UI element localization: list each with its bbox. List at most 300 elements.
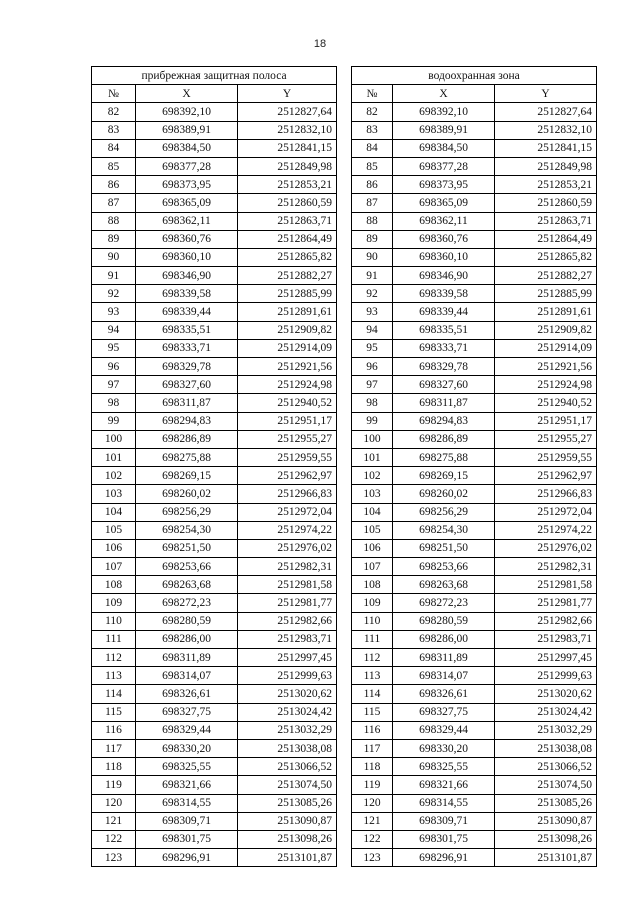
left-point-number: 98 [92, 394, 136, 412]
table-row [92, 103, 597, 121]
left-x-coordinate: 698392,10 [136, 103, 238, 121]
right-x-coordinate: 698314,07 [393, 667, 495, 685]
right-point-number: 102 [352, 467, 393, 485]
left-point-number: 82 [92, 103, 136, 121]
left-x-coordinate: 698329,44 [136, 721, 238, 739]
table-row [92, 248, 597, 266]
column-gap [337, 812, 352, 830]
left-y-coordinate: 2512976,02 [238, 539, 337, 557]
column-gap [337, 412, 352, 430]
left-point-number: 84 [92, 139, 136, 157]
left-point-number: 122 [92, 830, 136, 848]
left-point-number: 123 [92, 849, 136, 867]
left-x-coordinate: 698286,00 [136, 630, 238, 648]
left-x-coordinate: 698269,15 [136, 467, 238, 485]
right-x-coordinate: 698362,11 [393, 212, 495, 230]
table-row [92, 685, 597, 703]
left-point-number: 90 [92, 248, 136, 266]
left-y-coordinate: 2512974,22 [238, 521, 337, 539]
column-gap [337, 321, 352, 339]
left-point-number: 115 [92, 703, 136, 721]
left-y-coordinate: 2512982,66 [238, 612, 337, 630]
left-y-coordinate: 2512882,27 [238, 267, 337, 285]
right-x-coordinate: 698272,23 [393, 594, 495, 612]
left-section-title: прибрежная защитная полоса [92, 67, 337, 85]
right-point-number: 95 [352, 339, 393, 357]
column-gap [337, 685, 352, 703]
column-gap [337, 157, 352, 175]
right-y-coordinate: 2512951,17 [495, 412, 597, 430]
right-y-coordinate: 2513024,42 [495, 703, 597, 721]
left-y-coordinate: 2512864,49 [238, 230, 337, 248]
left-y-coordinate: 2512940,52 [238, 394, 337, 412]
left-x-coordinate: 698333,71 [136, 339, 238, 357]
left-header-y: Y [238, 85, 337, 103]
column-gap [337, 212, 352, 230]
table-row [92, 285, 597, 303]
table-row [92, 139, 597, 157]
column-gap [337, 267, 352, 285]
column-gap [337, 485, 352, 503]
left-x-coordinate: 698314,55 [136, 794, 238, 812]
left-y-coordinate: 2512981,58 [238, 576, 337, 594]
left-point-number: 85 [92, 157, 136, 175]
table-row [92, 776, 597, 794]
right-y-coordinate: 2512849,98 [495, 157, 597, 175]
right-x-coordinate: 698280,59 [393, 612, 495, 630]
right-y-coordinate: 2513085,26 [495, 794, 597, 812]
right-x-coordinate: 698335,51 [393, 321, 495, 339]
right-x-coordinate: 698392,10 [393, 103, 495, 121]
left-x-coordinate: 698301,75 [136, 830, 238, 848]
left-y-coordinate: 2512891,61 [238, 303, 337, 321]
right-header-number: № [352, 85, 393, 103]
left-y-coordinate: 2512841,15 [238, 139, 337, 157]
column-gap [337, 739, 352, 757]
right-y-coordinate: 2512981,58 [495, 576, 597, 594]
table-row [92, 212, 597, 230]
right-point-number: 94 [352, 321, 393, 339]
left-x-coordinate: 698321,66 [136, 776, 238, 794]
right-point-number: 84 [352, 139, 393, 157]
left-point-number: 106 [92, 539, 136, 557]
left-y-coordinate: 2513098,26 [238, 830, 337, 848]
right-x-coordinate: 698286,89 [393, 430, 495, 448]
left-x-coordinate: 698309,71 [136, 812, 238, 830]
left-y-coordinate: 2512999,63 [238, 667, 337, 685]
table-row [92, 594, 597, 612]
left-point-number: 89 [92, 230, 136, 248]
right-x-coordinate: 698327,75 [393, 703, 495, 721]
right-x-coordinate: 698321,66 [393, 776, 495, 794]
right-y-coordinate: 2512974,22 [495, 521, 597, 539]
right-point-number: 101 [352, 448, 393, 466]
right-y-coordinate: 2512827,64 [495, 103, 597, 121]
right-x-coordinate: 698365,09 [393, 194, 495, 212]
right-x-coordinate: 698253,66 [393, 558, 495, 576]
left-y-coordinate: 2512972,04 [238, 503, 337, 521]
right-y-coordinate: 2512997,45 [495, 649, 597, 667]
table-row [92, 812, 597, 830]
table-row [92, 358, 597, 376]
right-x-coordinate: 698389,91 [393, 121, 495, 139]
left-x-coordinate: 698311,89 [136, 649, 238, 667]
table-row [92, 467, 597, 485]
column-gap [337, 103, 352, 121]
right-x-coordinate: 698329,44 [393, 721, 495, 739]
right-x-coordinate: 698301,75 [393, 830, 495, 848]
column-gap [337, 849, 352, 867]
table-row [92, 267, 597, 285]
left-point-number: 93 [92, 303, 136, 321]
table-row [92, 448, 597, 466]
left-point-number: 96 [92, 358, 136, 376]
left-y-coordinate: 2513101,87 [238, 849, 337, 867]
left-point-number: 102 [92, 467, 136, 485]
right-x-coordinate: 698311,89 [393, 649, 495, 667]
table-row [92, 230, 597, 248]
right-point-number: 82 [352, 103, 393, 121]
right-x-coordinate: 698346,90 [393, 267, 495, 285]
left-x-coordinate: 698311,87 [136, 394, 238, 412]
left-point-number: 114 [92, 685, 136, 703]
left-x-coordinate: 698339,58 [136, 285, 238, 303]
right-point-number: 99 [352, 412, 393, 430]
column-gap [337, 285, 352, 303]
column-gap [337, 758, 352, 776]
left-point-number: 121 [92, 812, 136, 830]
left-y-coordinate: 2512863,71 [238, 212, 337, 230]
left-point-number: 119 [92, 776, 136, 794]
right-x-coordinate: 698256,29 [393, 503, 495, 521]
table-row [92, 739, 597, 757]
left-y-coordinate: 2512832,10 [238, 121, 337, 139]
right-y-coordinate: 2512891,61 [495, 303, 597, 321]
left-x-coordinate: 698253,66 [136, 558, 238, 576]
left-header-number: № [92, 85, 136, 103]
right-x-coordinate: 698384,50 [393, 139, 495, 157]
right-x-coordinate: 698373,95 [393, 176, 495, 194]
right-y-coordinate: 2512832,10 [495, 121, 597, 139]
left-x-coordinate: 698346,90 [136, 267, 238, 285]
left-x-coordinate: 698330,20 [136, 739, 238, 757]
table-row [92, 485, 597, 503]
left-point-number: 116 [92, 721, 136, 739]
left-y-coordinate: 2512885,99 [238, 285, 337, 303]
left-x-coordinate: 698314,07 [136, 667, 238, 685]
left-point-number: 92 [92, 285, 136, 303]
right-header-y: Y [495, 85, 597, 103]
right-point-number: 97 [352, 376, 393, 394]
column-gap [337, 85, 352, 103]
column-gap [337, 594, 352, 612]
column-gap [337, 339, 352, 357]
right-point-number: 120 [352, 794, 393, 812]
left-y-coordinate: 2512962,97 [238, 467, 337, 485]
right-y-coordinate: 2513074,50 [495, 776, 597, 794]
right-x-coordinate: 698260,02 [393, 485, 495, 503]
left-point-number: 107 [92, 558, 136, 576]
right-y-coordinate: 2512864,49 [495, 230, 597, 248]
column-gap [337, 558, 352, 576]
right-x-coordinate: 698329,78 [393, 358, 495, 376]
left-point-number: 86 [92, 176, 136, 194]
table-row [92, 703, 597, 721]
left-x-coordinate: 698329,78 [136, 358, 238, 376]
left-point-number: 94 [92, 321, 136, 339]
right-y-coordinate: 2513032,29 [495, 721, 597, 739]
right-x-coordinate: 698360,76 [393, 230, 495, 248]
column-gap [337, 176, 352, 194]
right-point-number: 96 [352, 358, 393, 376]
left-point-number: 112 [92, 649, 136, 667]
column-gap [337, 67, 352, 85]
right-y-coordinate: 2512982,31 [495, 558, 597, 576]
column-gap [337, 612, 352, 630]
table-header-row [92, 85, 597, 103]
left-x-coordinate: 698286,89 [136, 430, 238, 448]
left-y-coordinate: 2513090,87 [238, 812, 337, 830]
left-y-coordinate: 2512955,27 [238, 430, 337, 448]
column-gap [337, 448, 352, 466]
right-x-coordinate: 698325,55 [393, 758, 495, 776]
left-x-coordinate: 698296,91 [136, 849, 238, 867]
table-row [92, 121, 597, 139]
right-point-number: 121 [352, 812, 393, 830]
right-x-coordinate: 698326,61 [393, 685, 495, 703]
column-gap [337, 139, 352, 157]
left-x-coordinate: 698280,59 [136, 612, 238, 630]
right-y-coordinate: 2512863,71 [495, 212, 597, 230]
left-y-coordinate: 2512921,56 [238, 358, 337, 376]
left-x-coordinate: 698384,50 [136, 139, 238, 157]
left-point-number: 101 [92, 448, 136, 466]
table-row [92, 649, 597, 667]
left-x-coordinate: 698256,29 [136, 503, 238, 521]
left-point-number: 95 [92, 339, 136, 357]
left-point-number: 83 [92, 121, 136, 139]
right-point-number: 88 [352, 212, 393, 230]
table-row [92, 394, 597, 412]
left-point-number: 113 [92, 667, 136, 685]
right-point-number: 111 [352, 630, 393, 648]
right-point-number: 106 [352, 539, 393, 557]
left-y-coordinate: 2512860,59 [238, 194, 337, 212]
left-y-coordinate: 2513024,42 [238, 703, 337, 721]
right-point-number: 93 [352, 303, 393, 321]
right-y-coordinate: 2512841,15 [495, 139, 597, 157]
right-y-coordinate: 2512921,56 [495, 358, 597, 376]
left-y-coordinate: 2512997,45 [238, 649, 337, 667]
left-y-coordinate: 2512983,71 [238, 630, 337, 648]
right-y-coordinate: 2512865,82 [495, 248, 597, 266]
column-gap [337, 630, 352, 648]
left-header-x: X [136, 85, 238, 103]
right-y-coordinate: 2512959,55 [495, 448, 597, 466]
column-gap [337, 230, 352, 248]
right-point-number: 105 [352, 521, 393, 539]
left-point-number: 91 [92, 267, 136, 285]
left-y-coordinate: 2513038,08 [238, 739, 337, 757]
right-y-coordinate: 2512955,27 [495, 430, 597, 448]
right-y-coordinate: 2512999,63 [495, 667, 597, 685]
table-title-row [92, 67, 597, 85]
table-row [92, 339, 597, 357]
right-point-number: 98 [352, 394, 393, 412]
right-y-coordinate: 2512966,83 [495, 485, 597, 503]
left-point-number: 108 [92, 576, 136, 594]
right-x-coordinate: 698269,15 [393, 467, 495, 485]
left-y-coordinate: 2512959,55 [238, 448, 337, 466]
right-x-coordinate: 698311,87 [393, 394, 495, 412]
left-y-coordinate: 2513074,50 [238, 776, 337, 794]
left-point-number: 100 [92, 430, 136, 448]
right-point-number: 108 [352, 576, 393, 594]
column-gap [337, 303, 352, 321]
right-point-number: 91 [352, 267, 393, 285]
right-point-number: 89 [352, 230, 393, 248]
left-y-coordinate: 2512982,31 [238, 558, 337, 576]
right-y-coordinate: 2512972,04 [495, 503, 597, 521]
table-row [92, 194, 597, 212]
right-x-coordinate: 698360,10 [393, 248, 495, 266]
table-row [92, 630, 597, 648]
left-x-coordinate: 698365,09 [136, 194, 238, 212]
left-x-coordinate: 698335,51 [136, 321, 238, 339]
left-point-number: 88 [92, 212, 136, 230]
left-y-coordinate: 2513066,52 [238, 758, 337, 776]
column-gap [337, 539, 352, 557]
left-point-number: 99 [92, 412, 136, 430]
column-gap [337, 503, 352, 521]
right-x-coordinate: 698333,71 [393, 339, 495, 357]
right-point-number: 110 [352, 612, 393, 630]
right-x-coordinate: 698296,91 [393, 849, 495, 867]
left-x-coordinate: 698327,60 [136, 376, 238, 394]
table-row [92, 849, 597, 867]
left-x-coordinate: 698263,68 [136, 576, 238, 594]
table-row [92, 558, 597, 576]
right-y-coordinate: 2512909,82 [495, 321, 597, 339]
right-y-coordinate: 2513098,26 [495, 830, 597, 848]
left-point-number: 120 [92, 794, 136, 812]
left-x-coordinate: 698272,23 [136, 594, 238, 612]
table-row [92, 321, 597, 339]
table-row [92, 376, 597, 394]
right-point-number: 85 [352, 157, 393, 175]
right-point-number: 109 [352, 594, 393, 612]
right-point-number: 116 [352, 721, 393, 739]
right-y-coordinate: 2512882,27 [495, 267, 597, 285]
right-point-number: 123 [352, 849, 393, 867]
left-x-coordinate: 698360,76 [136, 230, 238, 248]
right-point-number: 103 [352, 485, 393, 503]
right-point-number: 115 [352, 703, 393, 721]
left-y-coordinate: 2512966,83 [238, 485, 337, 503]
table-row [92, 412, 597, 430]
left-x-coordinate: 698260,02 [136, 485, 238, 503]
right-y-coordinate: 2512914,09 [495, 339, 597, 357]
table-row [92, 667, 597, 685]
left-y-coordinate: 2512924,98 [238, 376, 337, 394]
right-section-title: водоохранная зона [352, 67, 597, 85]
left-point-number: 103 [92, 485, 136, 503]
table-row [92, 521, 597, 539]
right-header-x: X [393, 85, 495, 103]
left-x-coordinate: 698377,28 [136, 157, 238, 175]
right-y-coordinate: 2512981,77 [495, 594, 597, 612]
table-row [92, 612, 597, 630]
right-y-coordinate: 2513066,52 [495, 758, 597, 776]
column-gap [337, 121, 352, 139]
left-x-coordinate: 698389,91 [136, 121, 238, 139]
left-x-coordinate: 698362,11 [136, 212, 238, 230]
right-y-coordinate: 2513090,87 [495, 812, 597, 830]
column-gap [337, 649, 352, 667]
right-x-coordinate: 698254,30 [393, 521, 495, 539]
right-point-number: 119 [352, 776, 393, 794]
right-point-number: 107 [352, 558, 393, 576]
column-gap [337, 830, 352, 848]
right-x-coordinate: 698377,28 [393, 157, 495, 175]
column-gap [337, 776, 352, 794]
page-number: 18 [313, 38, 327, 50]
right-point-number: 118 [352, 758, 393, 776]
right-point-number: 90 [352, 248, 393, 266]
column-gap [337, 194, 352, 212]
column-gap [337, 467, 352, 485]
right-y-coordinate: 2512853,21 [495, 176, 597, 194]
left-x-coordinate: 698339,44 [136, 303, 238, 321]
left-y-coordinate: 2512981,77 [238, 594, 337, 612]
coordinates-table [91, 66, 597, 867]
right-point-number: 83 [352, 121, 393, 139]
table-row [92, 303, 597, 321]
left-point-number: 87 [92, 194, 136, 212]
right-y-coordinate: 2512860,59 [495, 194, 597, 212]
table-row [92, 576, 597, 594]
table-body [92, 103, 597, 867]
left-x-coordinate: 698294,83 [136, 412, 238, 430]
left-point-number: 109 [92, 594, 136, 612]
column-gap [337, 794, 352, 812]
right-x-coordinate: 698339,44 [393, 303, 495, 321]
column-gap [337, 521, 352, 539]
right-y-coordinate: 2512982,66 [495, 612, 597, 630]
left-y-coordinate: 2513020,62 [238, 685, 337, 703]
right-point-number: 86 [352, 176, 393, 194]
right-x-coordinate: 698294,83 [393, 412, 495, 430]
left-y-coordinate: 2512914,09 [238, 339, 337, 357]
table-row [92, 157, 597, 175]
right-y-coordinate: 2512976,02 [495, 539, 597, 557]
column-gap [337, 394, 352, 412]
right-point-number: 100 [352, 430, 393, 448]
left-y-coordinate: 2512853,21 [238, 176, 337, 194]
right-y-coordinate: 2513020,62 [495, 685, 597, 703]
column-gap [337, 576, 352, 594]
left-y-coordinate: 2513085,26 [238, 794, 337, 812]
right-point-number: 112 [352, 649, 393, 667]
right-y-coordinate: 2513038,08 [495, 739, 597, 757]
column-gap [337, 248, 352, 266]
left-point-number: 118 [92, 758, 136, 776]
right-y-coordinate: 2512983,71 [495, 630, 597, 648]
right-point-number: 104 [352, 503, 393, 521]
right-y-coordinate: 2512924,98 [495, 376, 597, 394]
right-x-coordinate: 698286,00 [393, 630, 495, 648]
table-row [92, 503, 597, 521]
